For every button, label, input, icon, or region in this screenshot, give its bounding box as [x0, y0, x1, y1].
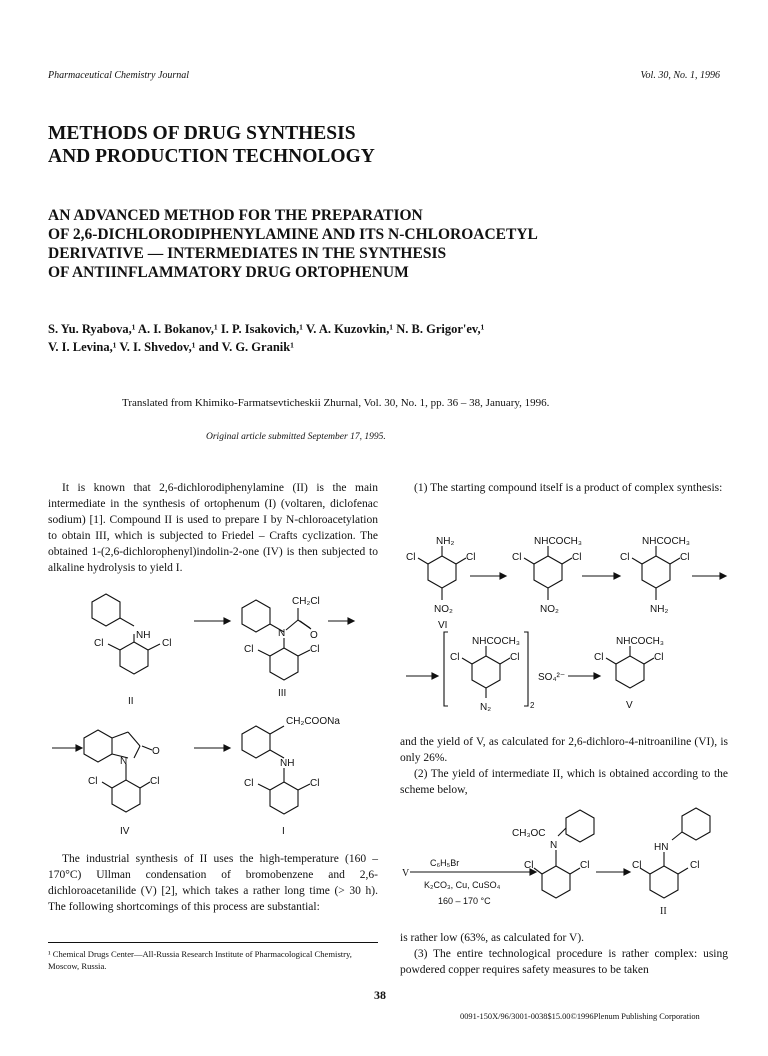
- chem-label: Cl: [654, 652, 664, 663]
- chem-label: NH: [280, 758, 295, 769]
- chem-label: O: [310, 630, 318, 641]
- ortophenum-synthesis-scheme: [48, 580, 383, 842]
- issue-info: Vol. 30, No. 1, 1996: [640, 70, 720, 81]
- chem-label: NH: [136, 630, 151, 641]
- left-column-intro: [48, 480, 378, 576]
- paragraph: It is known that 2,6-dichlorodiphenylamine (II) is the main intermediate in the synthesis of ortophenum (I) (voltaren, diclofenac sodium) [1]. Compound II is used to prepare I by N-chloroacetylation to obtain III, which is subjected to Friedel – Crafts cyclization. The obtained 1-(2,6-dichlorophenyl)indolin-2-one (IV) is then subjected to alkaline hydrolysis to yield I.: [48, 482, 378, 574]
- right-column-p2-p3: [400, 734, 728, 798]
- compound-label-III: III: [278, 688, 287, 699]
- journal-name: Pharmaceutical Chemistry Journal: [48, 70, 190, 81]
- left-column-industrial: [48, 851, 378, 915]
- reagent-label: C₆H₅Br: [430, 858, 460, 868]
- temperature-label: 160 – 170 °C: [438, 896, 491, 906]
- chem-label: Cl: [310, 644, 320, 655]
- compound-label-IV: IV: [120, 826, 130, 837]
- starting-compound-scheme: [400, 528, 728, 720]
- chem-label: Cl: [512, 552, 522, 563]
- paragraph: The industrial synthesis of II uses the high-temperature (160 – 170°C) Ullman condensation of bromobenzene and 2,6-dichloroacetanilide (V) [2], which takes a rather long time (> 30 h). The following shortcomings of this process are substantial:: [48, 853, 378, 913]
- intermediate-II-scheme: [400, 796, 728, 922]
- chem-label: Cl: [94, 638, 104, 649]
- chem-label: Cl: [572, 552, 582, 563]
- compound-label-VI: VI: [438, 620, 448, 631]
- chem-label: NHCOCH₃: [534, 536, 582, 547]
- chem-label: O: [152, 746, 160, 757]
- chem-label: Cl: [244, 778, 254, 789]
- right-column-p1: [400, 480, 728, 496]
- compound-label-II: II: [660, 906, 667, 917]
- chem-label: Cl: [450, 652, 460, 663]
- compound-label-V: V: [626, 700, 633, 711]
- chem-label: N: [550, 840, 558, 851]
- translated-from: Translated from Khimiko-Farmatsevticheskii Zhurnal, Vol. 30, No. 1, pp. 36 – 38, January, 1996.: [122, 397, 550, 409]
- chem-label: Cl: [150, 776, 160, 787]
- chem-label: HN: [654, 842, 669, 853]
- chem-label: Cl: [680, 552, 690, 563]
- chem-label: Cl: [406, 552, 416, 563]
- chem-label: Cl: [620, 552, 630, 563]
- chem-label: NHCOCH₃: [642, 536, 690, 547]
- chem-label: NO₂: [540, 604, 559, 615]
- chem-label: Cl: [162, 638, 172, 649]
- chem-label: Cl: [466, 552, 476, 563]
- chem-label: NHCOCH₃: [472, 636, 520, 647]
- chem-label: SO₄²⁻: [538, 672, 566, 683]
- chem-label: Cl: [594, 652, 604, 663]
- chem-label: 2: [530, 701, 535, 710]
- submission-date: Original article submitted September 17, 1995.: [206, 432, 386, 442]
- chem-label: NO₂: [434, 604, 453, 615]
- paragraph: and the yield of V, as calculated for 2,6-dichloro-4-nitroaniline (VI), is only 26%.: [400, 736, 728, 764]
- chem-label: Cl: [632, 860, 642, 871]
- chem-label: Cl: [524, 860, 534, 871]
- chem-label: NHCOCH₃: [616, 636, 664, 647]
- paragraph: (1) The starting compound itself is a product of complex synthesis:: [414, 482, 723, 494]
- chem-label: Cl: [244, 644, 254, 655]
- page-number: 38: [374, 988, 386, 1002]
- right-column-p4-p5: [400, 930, 728, 978]
- chem-label: CH₂COONa: [286, 716, 340, 727]
- authors: S. Yu. Ryabova,¹ A. I. Bokanov,¹ I. P. Isakovich,¹ V. A. Kuzovkin,¹ N. B. Grigor'ev,¹ V. I. Levina,¹ V. I. Shvedov,¹ and V. G. Granik¹: [48, 322, 485, 354]
- chem-label: CH₂Cl: [292, 596, 320, 607]
- chem-label: NH₂: [650, 604, 669, 615]
- chem-label: CH₃OC: [512, 828, 546, 839]
- chem-label: N: [278, 628, 286, 639]
- compound-label-I: I: [282, 826, 285, 837]
- paragraph: (2) The yield of intermediate II, which is obtained according to the scheme below,: [400, 768, 728, 796]
- chem-label: Cl: [510, 652, 520, 663]
- chem-label: Cl: [690, 860, 700, 871]
- footnote-rule: [48, 942, 378, 943]
- paragraph: (3) The entire technological procedure is rather complex: using powdered copper requires safety measures to be taken: [400, 948, 728, 976]
- paragraph: is rather low (63%, as calculated for V).: [400, 932, 585, 944]
- chem-label: Cl: [88, 776, 98, 787]
- compound-label-II: II: [128, 696, 134, 707]
- chem-label: Cl: [310, 778, 320, 789]
- reagent-label: K₂CO₃, Cu, CuSO₄: [424, 880, 501, 890]
- paper-title: AN ADVANCED METHOD FOR THE PREPARATION OF 2,6-DICHLORODIPHENYLAMINE AND ITS N-CHLOROACETYL DERIVATIVE — INTERMEDIATES IN THE SYNTHESIS OF ANTIINFLAMMATORY DRUG ORTOPHENUM: [48, 207, 538, 281]
- chem-label: N₂: [480, 702, 492, 713]
- chem-label: Cl: [580, 860, 590, 871]
- copyright-line: 0091-150X/96/3001-0038$15.00©1996Plenum Publishing Corporation: [460, 1012, 700, 1021]
- compound-label-V: V: [402, 868, 410, 879]
- chem-label: NH₂: [436, 536, 455, 547]
- section-title: METHODS OF DRUG SYNTHESIS AND PRODUCTION TECHNOLOGY: [48, 123, 375, 167]
- footnote: ¹ Chemical Drugs Center—All-Russia Research Institute of Pharmacological Chemistry, Moscow, Russia.: [48, 949, 352, 971]
- chem-label: N: [120, 756, 128, 767]
